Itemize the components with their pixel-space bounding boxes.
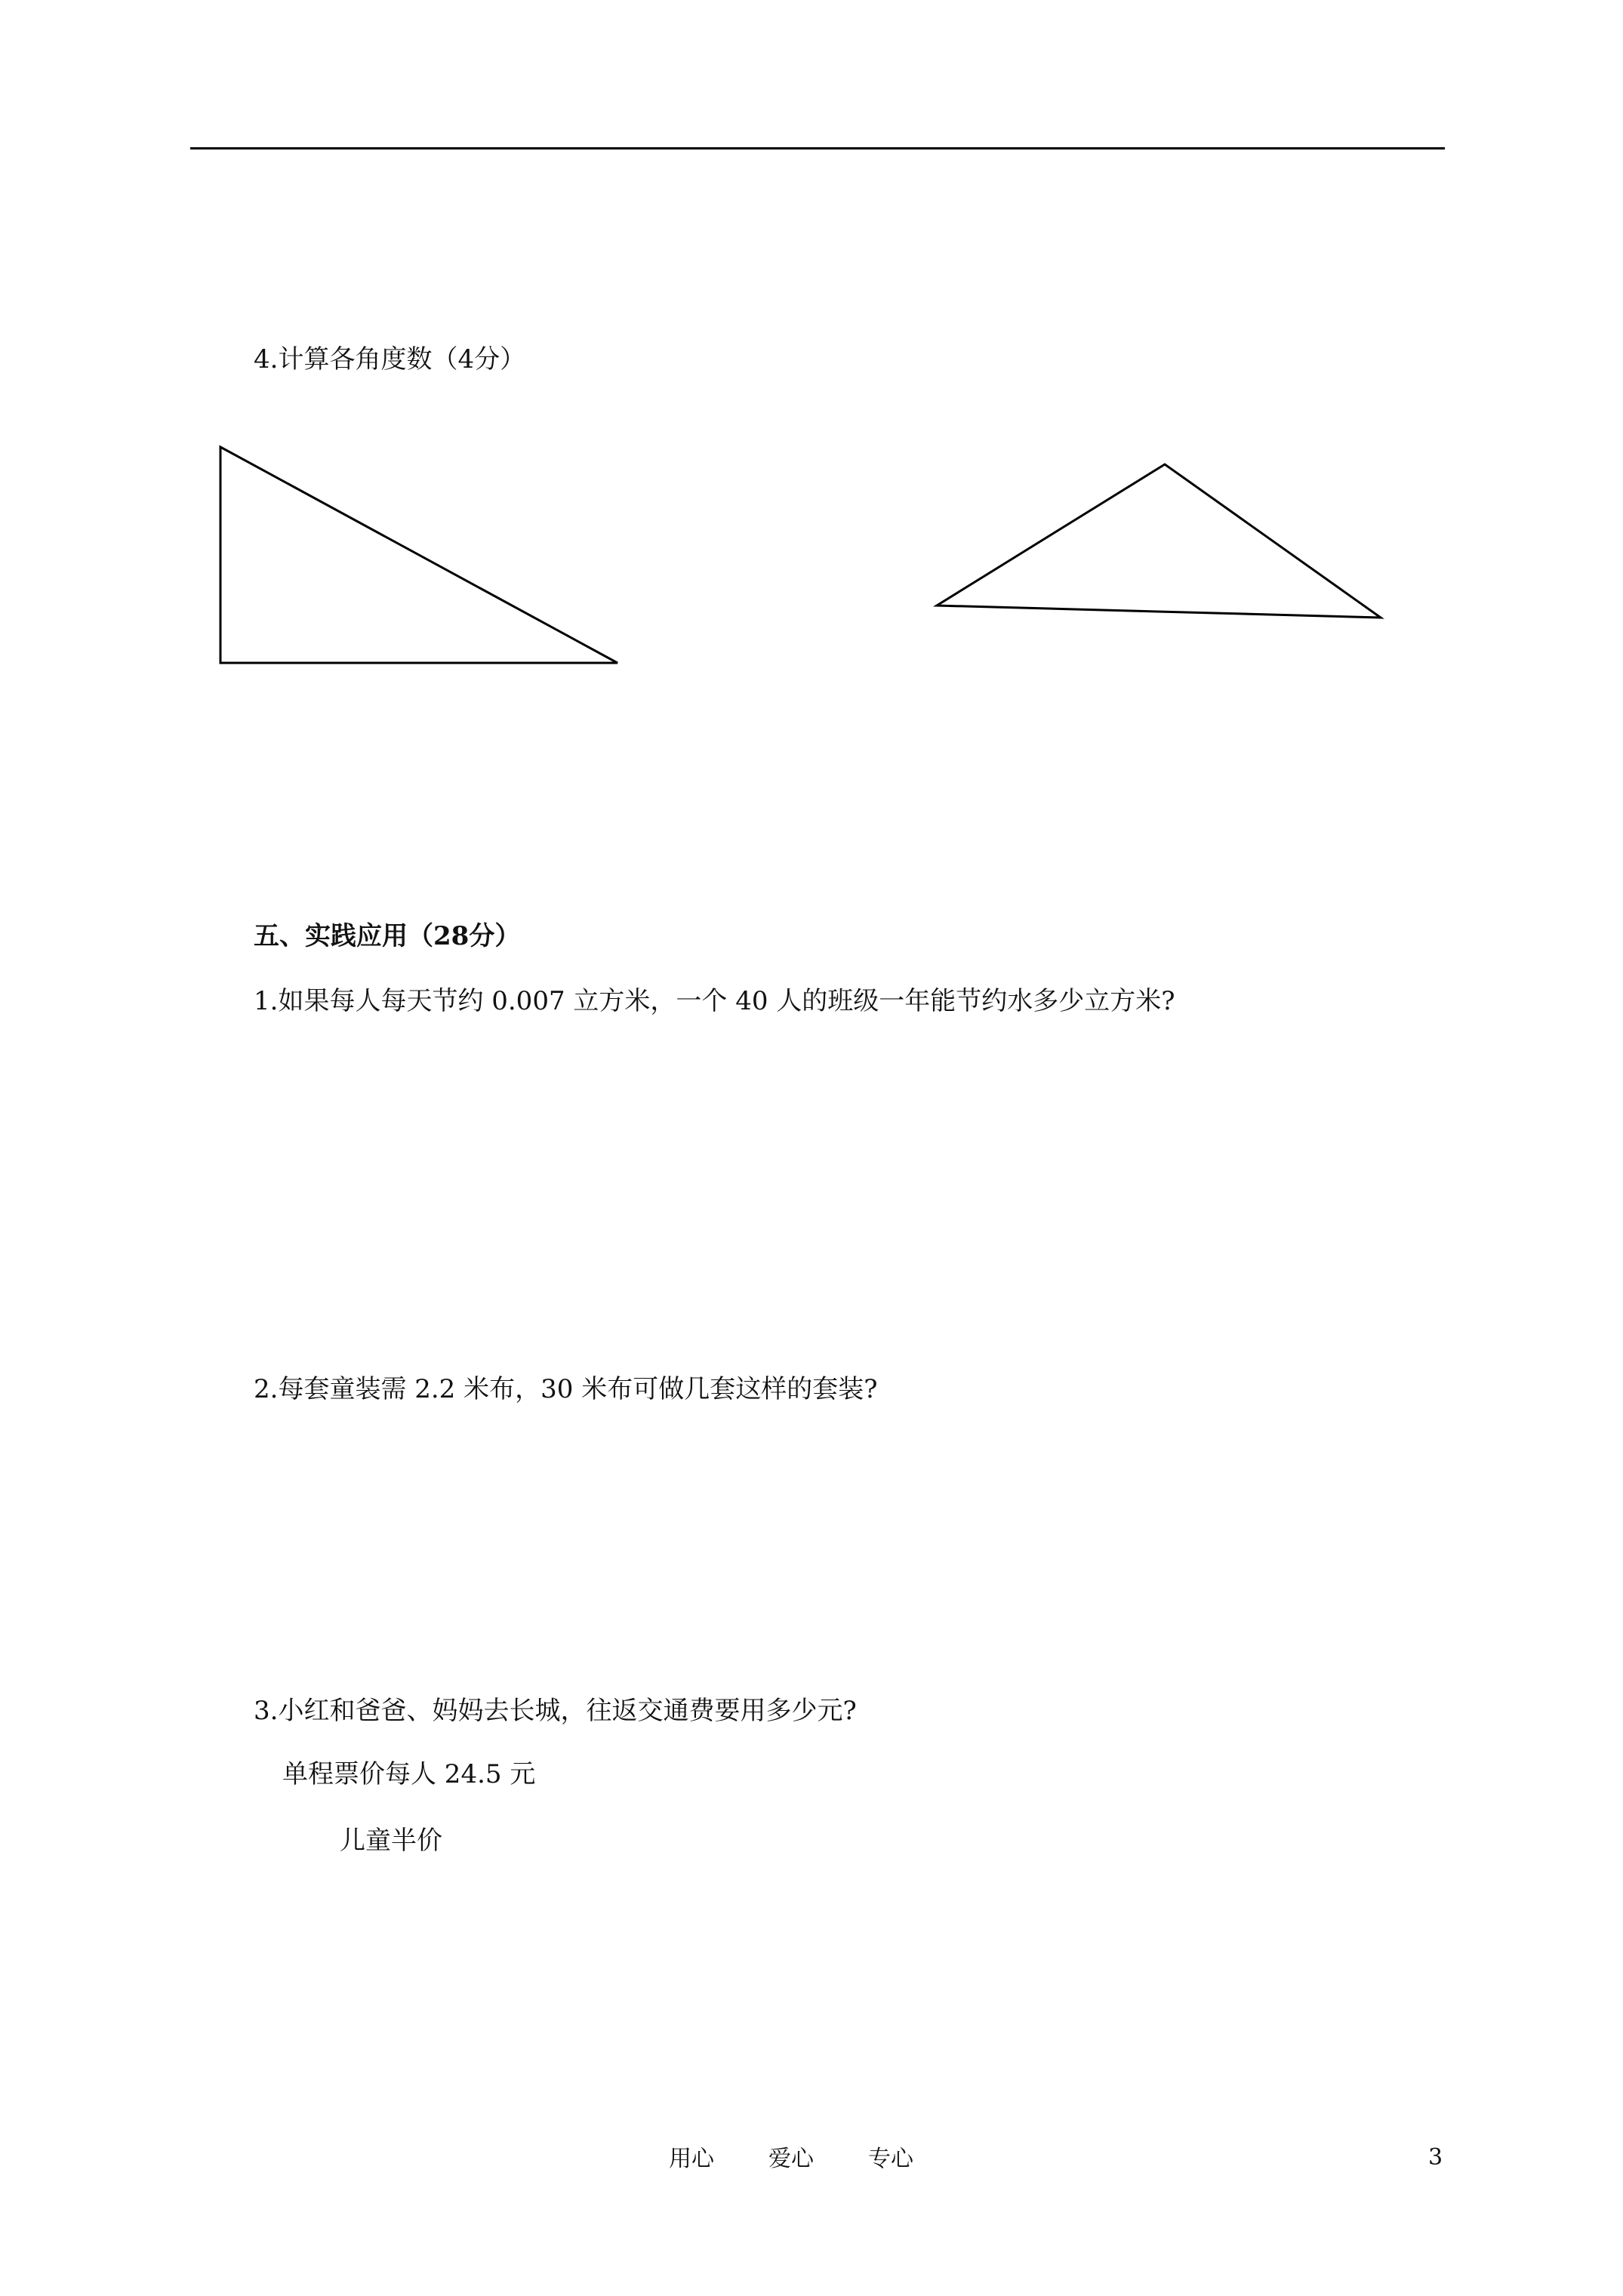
header-rule [190,147,1445,149]
obtuse-triangle-figure [925,453,1393,634]
child-half-price-note: 儿童半价 [340,1826,442,1856]
question-angle-calc: 4.计算各角度数（4分） [254,344,526,374]
question-2: 2.每套童装需 2.2 米布，30 米布可做几套这样的套装? [254,1374,878,1404]
footer-motto-3: 专心 [868,2146,913,2172]
footer-motto-1: 用心 [669,2146,714,2172]
question-1: 1.如果每人每天节约 0.007 立方米，一个 40 人的班级一年能节约水多少立方米? [254,986,1175,1016]
footer-motto-2: 爱心 [768,2146,814,2172]
right-triangle-figure [211,438,634,680]
section-heading-practice: 五、实践应用（28分） [254,921,521,951]
obtuse-triangle [937,464,1381,618]
right-triangle [220,447,617,663]
page-number: 3 [1428,2144,1443,2171]
question-3: 3.小红和爸爸、妈妈去长城，往返交通费要用多少元? [254,1696,857,1726]
ticket-price-note: 单程票价每人 24.5 元 [282,1759,536,1789]
